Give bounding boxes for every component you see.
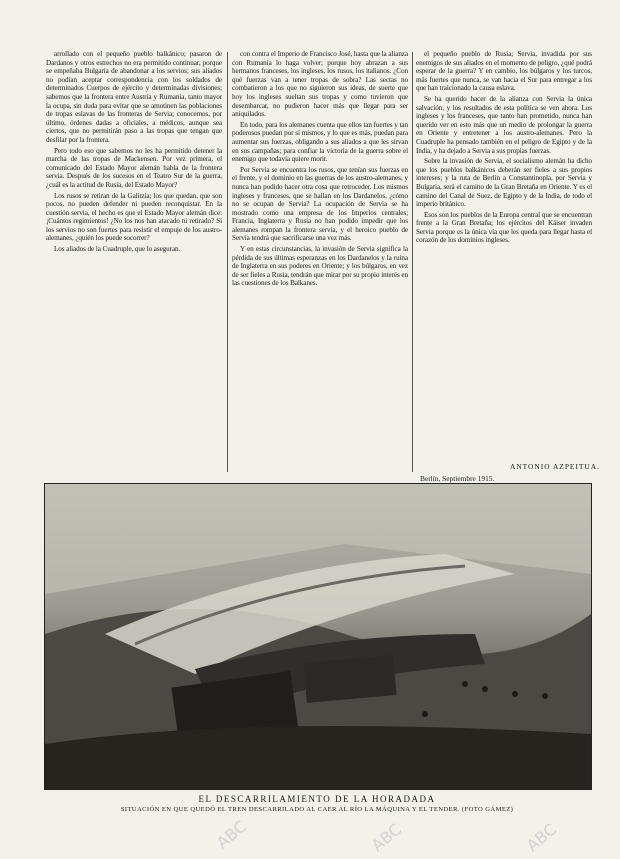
place-date: Berlín, Septiembre 1915. bbox=[420, 474, 495, 483]
article-column-2 bbox=[232, 50, 408, 460]
column-rule bbox=[227, 52, 228, 472]
column-rule bbox=[412, 52, 413, 472]
photo-illustration bbox=[45, 484, 591, 789]
author-signature: ANTONIO AZPEITUA. bbox=[510, 462, 600, 471]
paragraph: Los aliados de la Cuadruple, que lo aseguran. bbox=[54, 245, 181, 254]
paragraph: Se ha querido hacer de la alianza con Servia la única salvación, y los resultados de esta política se ven ahora. Los ingleses y los franceses, que tanto han prometido, nunca han querido ver en esto más que un medio de prolongar la guerra en Oriente y entretener a los austro-alemanes. Pero la Cuadruple ha pensado también en el peligro de Egipto y de la India, y ha dejado a Servia a sus propias fuerzas. bbox=[416, 94, 592, 155]
watermark: ABC bbox=[522, 819, 561, 856]
paragraph: el pequeño pueblo de Rusia; Servia, invadida por sus enemigos de sus aliados en el momento de peligro, ¿qué podrá esperar de la guerra? Y en cambio, los búlgaros y los turcos, más fuertes que nunca, se van hacia el Sur para entregar a los que han traicionado la causa eslava. bbox=[416, 50, 592, 93]
paragraph: Sobre la invasión de Servia, el socialismo alemán ha dicho que los pueblos balkánicos deberán ser fieles a sus propios intereses; y la ruta de Berlín a Constantinopla, por Servia y Bulgaria, será el camino de la Gran Bretaña en Oriente. Y es el camino del Canal de Suez, de Egipto y de la India, de todo el imperio británico. bbox=[416, 157, 592, 209]
article-column-3 bbox=[416, 50, 592, 460]
watermark: ABC bbox=[212, 816, 251, 853]
photo-caption-title: EL DESCARRILAMIENTO DE LA HORADADA bbox=[198, 794, 436, 804]
paragraph: con contra el Imperio de Francisco José, hasta que la alianza con Rumania lo haga volver; porque hoy abrazan a sus hermanos franceses, los ingleses, los rusos, los italianos. ¿Con qué fuerzas van a tener tropas de sobra? Las sectas no combatieron a los que no siguieron sus ideas, de suerte que hoy los ingleses sueltan sus tropas y como tuvieron que desembarcar, no pudieron hacer más que llegar para ser aniquilados. bbox=[232, 50, 408, 119]
paragraph: Por Servia se encuentra los rusos, que tenían sus fuerzas en el frente, y el dominio en las guerras de los austro-alemanes, y nunca han podido hacer otra cosa que retroceder. Los mismos ingleses y franceses, que se hallan en los Dardanelos, ¿cómo no se ocupan de Servia? La ocupación de Servia se ha mostrado como una empresa de los Imperios centrales; Francia, Inglaterra y Rusia no han podido impedir que los alemanes rompan la frontera servia, y el heroico pueblo de Servia tendrá que sacrificarse una vez más. bbox=[232, 165, 408, 243]
paragraph: Pero todo eso que sabemos no les ha permitido detener la marcha de las tropas de Mackensen. Por vez primera, el comunicado del Estado Mayor alemán habla de la frontera servia. Después de los sucesos en el Teatro Sur de la guerra, ¿cuál es la actitud de Rusia, del Estado Mayor? bbox=[46, 146, 222, 189]
paragraph: Los rusos se retiran de la Galitzia; los que quedan, que son pocos, no pueden defender ni pueden reconquistar. En la cuestión servia, el hecho es que el Estado Mayor alemán dice: ¡Cuántos regimientos! ¿No los nos han atacado ni retirado? Si los servios no son fuertes para resistir el empuje de los austro-alemanes, ¿quién los puede socorrer? bbox=[46, 191, 222, 243]
derailment-photo bbox=[44, 483, 592, 790]
photo-caption-subtitle: SITUACIÓN EN QUE QUEDÓ EL TREN DESCARRILADO AL CAER AL RÍO LA MÁQUINA Y EL TENDER. (FOTO GÁMEZ) bbox=[120, 806, 514, 813]
watermark: ABC bbox=[367, 819, 406, 856]
paragraph: Y en estas circunstancias, la invasión de Servia significa la pérdida de sus últimas esperanzas en los Dardanelos y la ruina de Inglaterra en sus poderes en Oriente; y los búlgaros, en vez de ser fieles a Rusia, tendrán que mirar por su propio interés en las cuestiones de los Balkanes. bbox=[232, 245, 408, 288]
article-column-1 bbox=[46, 50, 222, 460]
paragraph: Esos son los pueblos de la Europa central que se encuentran frente a la Gran Bretaña; los ejércitos del Káiser invaden Servia porque es la única vía que les queda para llegar hasta el corazón de los dominios ingleses. bbox=[416, 210, 592, 245]
paragraph: arrollado con el pequeño pueblo balkánico; pasaron de Dardanos y otros estrechos no era permitido continuar, porque se empeñaba Bulgaria de abandonar a los servios; sus aliados no podían aceptar correspondencia con los soldados de determinados Cuerpos de ejército y determinadas divisiones; sabemos que la frontera entre Austria y Rumania, tanto mayor la ocupa, sin duda para evitar que se amotinen las poblaciones de tropas eslavas de las fronteras de Servia; conocemos, por último, órdenes dadas a oficiales, a médicos, aunque sea ciertos, que no permitirán paso a las tropas que tengan que desfilar por la frontera. bbox=[46, 50, 222, 144]
paragraph: En todo, para los alemanes cuenta que ellos tan fuertes y tan poderosos puedan por sí mismos, y lo que es más, puedan para aumentar sus fuerzas, obligando a sus aliados a que les sirvan en sus campañas; para confiar la victoria de la guerra sobre el enemigo que todavía quiere morir. bbox=[232, 120, 408, 164]
